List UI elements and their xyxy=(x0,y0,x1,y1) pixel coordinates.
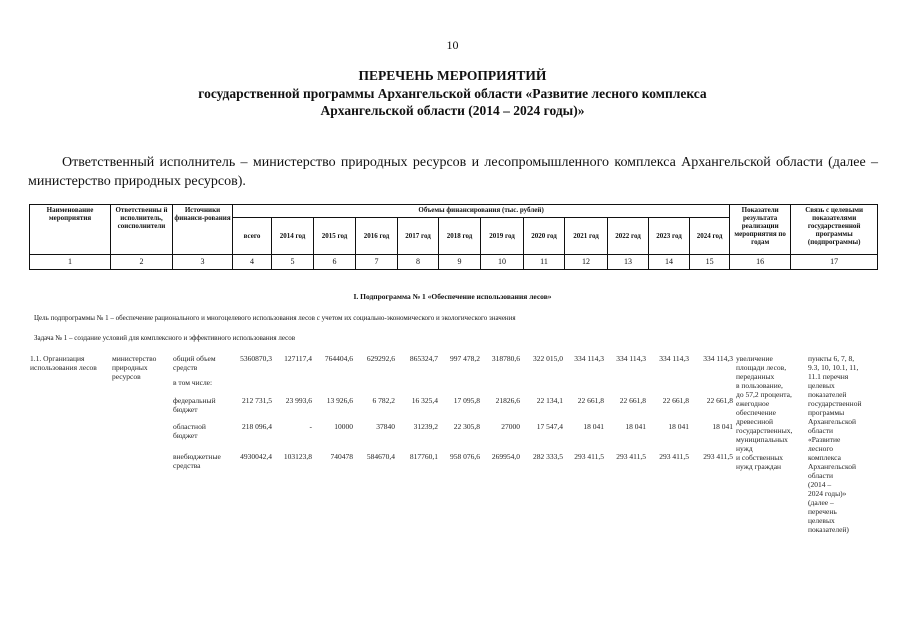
funding-source-label: внебюджетные средства xyxy=(173,452,221,470)
link-line: пункты 6, 7, 8, xyxy=(808,354,855,363)
funding-value: 865324,7 xyxy=(409,354,438,363)
header-year: 2024 год xyxy=(690,218,730,255)
funding-value: 16 325,4 xyxy=(411,396,438,405)
link-line: (далее – xyxy=(808,498,834,507)
funding-value: 22 661,8 xyxy=(577,396,604,405)
page-number: 10 xyxy=(446,38,459,52)
funding-value: 334 114,3 xyxy=(659,354,689,363)
header-year: 2023 год xyxy=(649,218,690,255)
header-year: 2019 год xyxy=(481,218,524,255)
column-number: 8 xyxy=(398,255,439,270)
result-line: муниципальных xyxy=(736,435,788,444)
column-number: 11 xyxy=(524,255,565,270)
funding-source-label: областной бюджет xyxy=(173,422,206,440)
link-line: 2024 годы)» xyxy=(808,489,847,498)
subprogram-goal: Цель подпрограммы № 1 – обеспечение рационального и многоцелевого использования лесов с учетом их социально-экономического и экологического значения xyxy=(34,314,516,322)
header-year: 2021 год xyxy=(565,218,608,255)
header-year: 2017 год xyxy=(398,218,439,255)
funding-value: 22 661,8 xyxy=(619,396,646,405)
responsible-executor-paragraph: Ответственный исполнитель – министерство природных ресурсов и лесопромышленного комплекса Архангельской области (далее – министерство природных ресурсов). xyxy=(28,155,878,189)
funding-value: 18 041 xyxy=(712,422,733,431)
funding-value: 21826,6 xyxy=(495,396,520,405)
result-line: и собственных xyxy=(736,453,784,462)
funding-source-label: общий объем средств xyxy=(173,354,216,372)
funding-value: 6 782,2 xyxy=(372,396,395,405)
result-line: ежегодное xyxy=(736,399,770,408)
column-number: 4 xyxy=(233,255,272,270)
funding-value: 22 305,8 xyxy=(453,422,480,431)
column-number: 2 xyxy=(111,255,173,270)
document-title-line-2: государственной программы Архангельской области «Развитие лесного комплекса xyxy=(198,86,707,101)
column-number: 15 xyxy=(690,255,730,270)
document-title-line-3: Архангельской области (2014 – 2024 годы)» xyxy=(320,103,585,118)
column-number: 9 xyxy=(439,255,481,270)
link-line: области xyxy=(808,471,834,480)
funding-value: 17 095,8 xyxy=(453,396,480,405)
link-line: показателей) xyxy=(808,525,849,534)
link-line: программы xyxy=(808,408,845,417)
funding-value: 269954,0 xyxy=(491,452,520,461)
link-line: целевых xyxy=(808,516,835,525)
subprogram-title: I. Подпрограмма № 1 «Обеспечение использования лесов» xyxy=(353,292,552,301)
link-line: 9.3, 10, 10.1, 11, xyxy=(808,363,859,372)
funding-value: 293 411,5 xyxy=(616,452,646,461)
funding-value: 127117,4 xyxy=(284,354,312,363)
header-name: Наименование мероприятия xyxy=(30,205,111,255)
result-line: нужд граждан xyxy=(736,462,782,471)
measure-responsible: министерство природных ресурсов xyxy=(112,354,157,381)
link-line: Архангельской xyxy=(808,417,856,426)
result-line: древесиной xyxy=(736,417,774,426)
result-line: площади лесов, xyxy=(736,363,787,372)
subprogram-task: Задача № 1 – создание условий для комплексного и эффективного использования лесов xyxy=(34,334,296,342)
link-line: лесного xyxy=(808,444,833,453)
column-number: 3 xyxy=(173,255,233,270)
header-year: 2022 год xyxy=(608,218,649,255)
funding-value: 629292,6 xyxy=(366,354,395,363)
link-line: (2014 – xyxy=(808,480,832,489)
funding-value: 322 015,0 xyxy=(533,354,563,363)
document-title-line-1: ПЕРЕЧЕНЬ МЕРОПРИЯТИЙ xyxy=(358,68,547,83)
result-line: увеличение xyxy=(736,354,773,363)
funding-value: 764404,6 xyxy=(324,354,353,363)
column-number: 12 xyxy=(565,255,608,270)
column-number: 5 xyxy=(272,255,314,270)
header-year: 2020 год xyxy=(524,218,565,255)
funding-value: 17 547,4 xyxy=(536,422,563,431)
link-line: 11.1 перечня xyxy=(808,372,849,381)
funding-value: 212 731,5 xyxy=(242,396,272,405)
column-number: 7 xyxy=(356,255,398,270)
header-year: 2016 год xyxy=(356,218,398,255)
link-line: комплекса xyxy=(808,453,841,462)
funding-value: 18 041 xyxy=(668,422,689,431)
funding-value: 10000 xyxy=(334,422,353,431)
column-number: 6 xyxy=(314,255,356,270)
funding-value: 584670,4 xyxy=(366,452,395,461)
measures-table-header xyxy=(29,204,878,270)
header-result: Показатели результата реализации мероприятия по годам xyxy=(730,205,791,255)
funding-value: 22 661,8 xyxy=(706,396,733,405)
funding-value: 31239,2 xyxy=(413,422,438,431)
link-line: показателей xyxy=(808,390,847,399)
link-line: области xyxy=(808,426,834,435)
funding-value: 997 478,2 xyxy=(450,354,480,363)
column-number: 13 xyxy=(608,255,649,270)
funding-value: 18 041 xyxy=(625,422,646,431)
column-number: 1 xyxy=(30,255,111,270)
funding-value: 740478 xyxy=(330,452,353,461)
funding-value: 37840 xyxy=(376,422,395,431)
result-indicators xyxy=(736,354,812,471)
target-indicators-link xyxy=(808,354,878,534)
header-year: всего xyxy=(233,218,272,255)
funding-value: 318780,6 xyxy=(491,354,520,363)
header-year: 2014 год xyxy=(272,218,314,255)
funding-value: 27000 xyxy=(501,422,520,431)
funding-value: 22 661,8 xyxy=(662,396,689,405)
funding-value: 334 114,3 xyxy=(703,354,733,363)
header-year: 2015 год xyxy=(314,218,356,255)
funding-value: 13 926,6 xyxy=(326,396,353,405)
column-number: 14 xyxy=(649,255,690,270)
column-number: 17 xyxy=(791,255,878,270)
funding-value: 334 114,3 xyxy=(616,354,646,363)
funding-value: 5360870,3 xyxy=(240,354,272,363)
column-number: 16 xyxy=(730,255,791,270)
result-line: нужд xyxy=(736,444,753,453)
link-line: «Развитие xyxy=(808,435,841,444)
funding-value: 23 993,6 xyxy=(285,396,312,405)
header-year: 2018 год xyxy=(439,218,481,255)
funding-source-label: федеральный бюджет xyxy=(173,396,216,414)
funding-value: 4930042,4 xyxy=(240,452,272,461)
funding-value: 334 114,3 xyxy=(574,354,604,363)
funding-value: 103123,8 xyxy=(283,452,312,461)
funding-value: 18 041 xyxy=(583,422,604,431)
funding-source-label: в том числе: xyxy=(173,378,213,387)
funding-value: 293 411,5 xyxy=(659,452,689,461)
column-number: 10 xyxy=(481,255,524,270)
funding-value: 293 411,5 xyxy=(703,452,733,461)
result-line: в пользование, xyxy=(736,381,783,390)
link-line: целевых xyxy=(808,381,835,390)
funding-value: 293 411,5 xyxy=(574,452,604,461)
header-responsible: Ответственны й исполнитель, соисполнители xyxy=(111,205,173,255)
result-line: переданных xyxy=(736,372,775,381)
result-line: обеспечение xyxy=(736,408,776,417)
link-line: Архангельской xyxy=(808,462,856,471)
funding-value: - xyxy=(309,422,312,431)
header-sources: Источники финанси-рования xyxy=(173,205,233,255)
result-line: государственных, xyxy=(736,426,793,435)
header-link: Связь с целевыми показателями государственной программы (подпрограммы) xyxy=(791,205,878,255)
funding-value: 817760,1 xyxy=(409,452,438,461)
measure-name: 1.1. Организация использования лесов xyxy=(30,354,97,372)
funding-value: 22 134,1 xyxy=(536,396,563,405)
result-line: до 57,2 процента, xyxy=(736,390,792,399)
link-line: государственной xyxy=(808,399,862,408)
link-line: перечень xyxy=(808,507,837,516)
funding-value: 282 333,5 xyxy=(533,452,563,461)
funding-value: 958 076,6 xyxy=(450,452,480,461)
funding-value: 218 096,4 xyxy=(242,422,272,431)
header-volume: Объемы финансирования (тыс. рублей) xyxy=(233,205,730,218)
